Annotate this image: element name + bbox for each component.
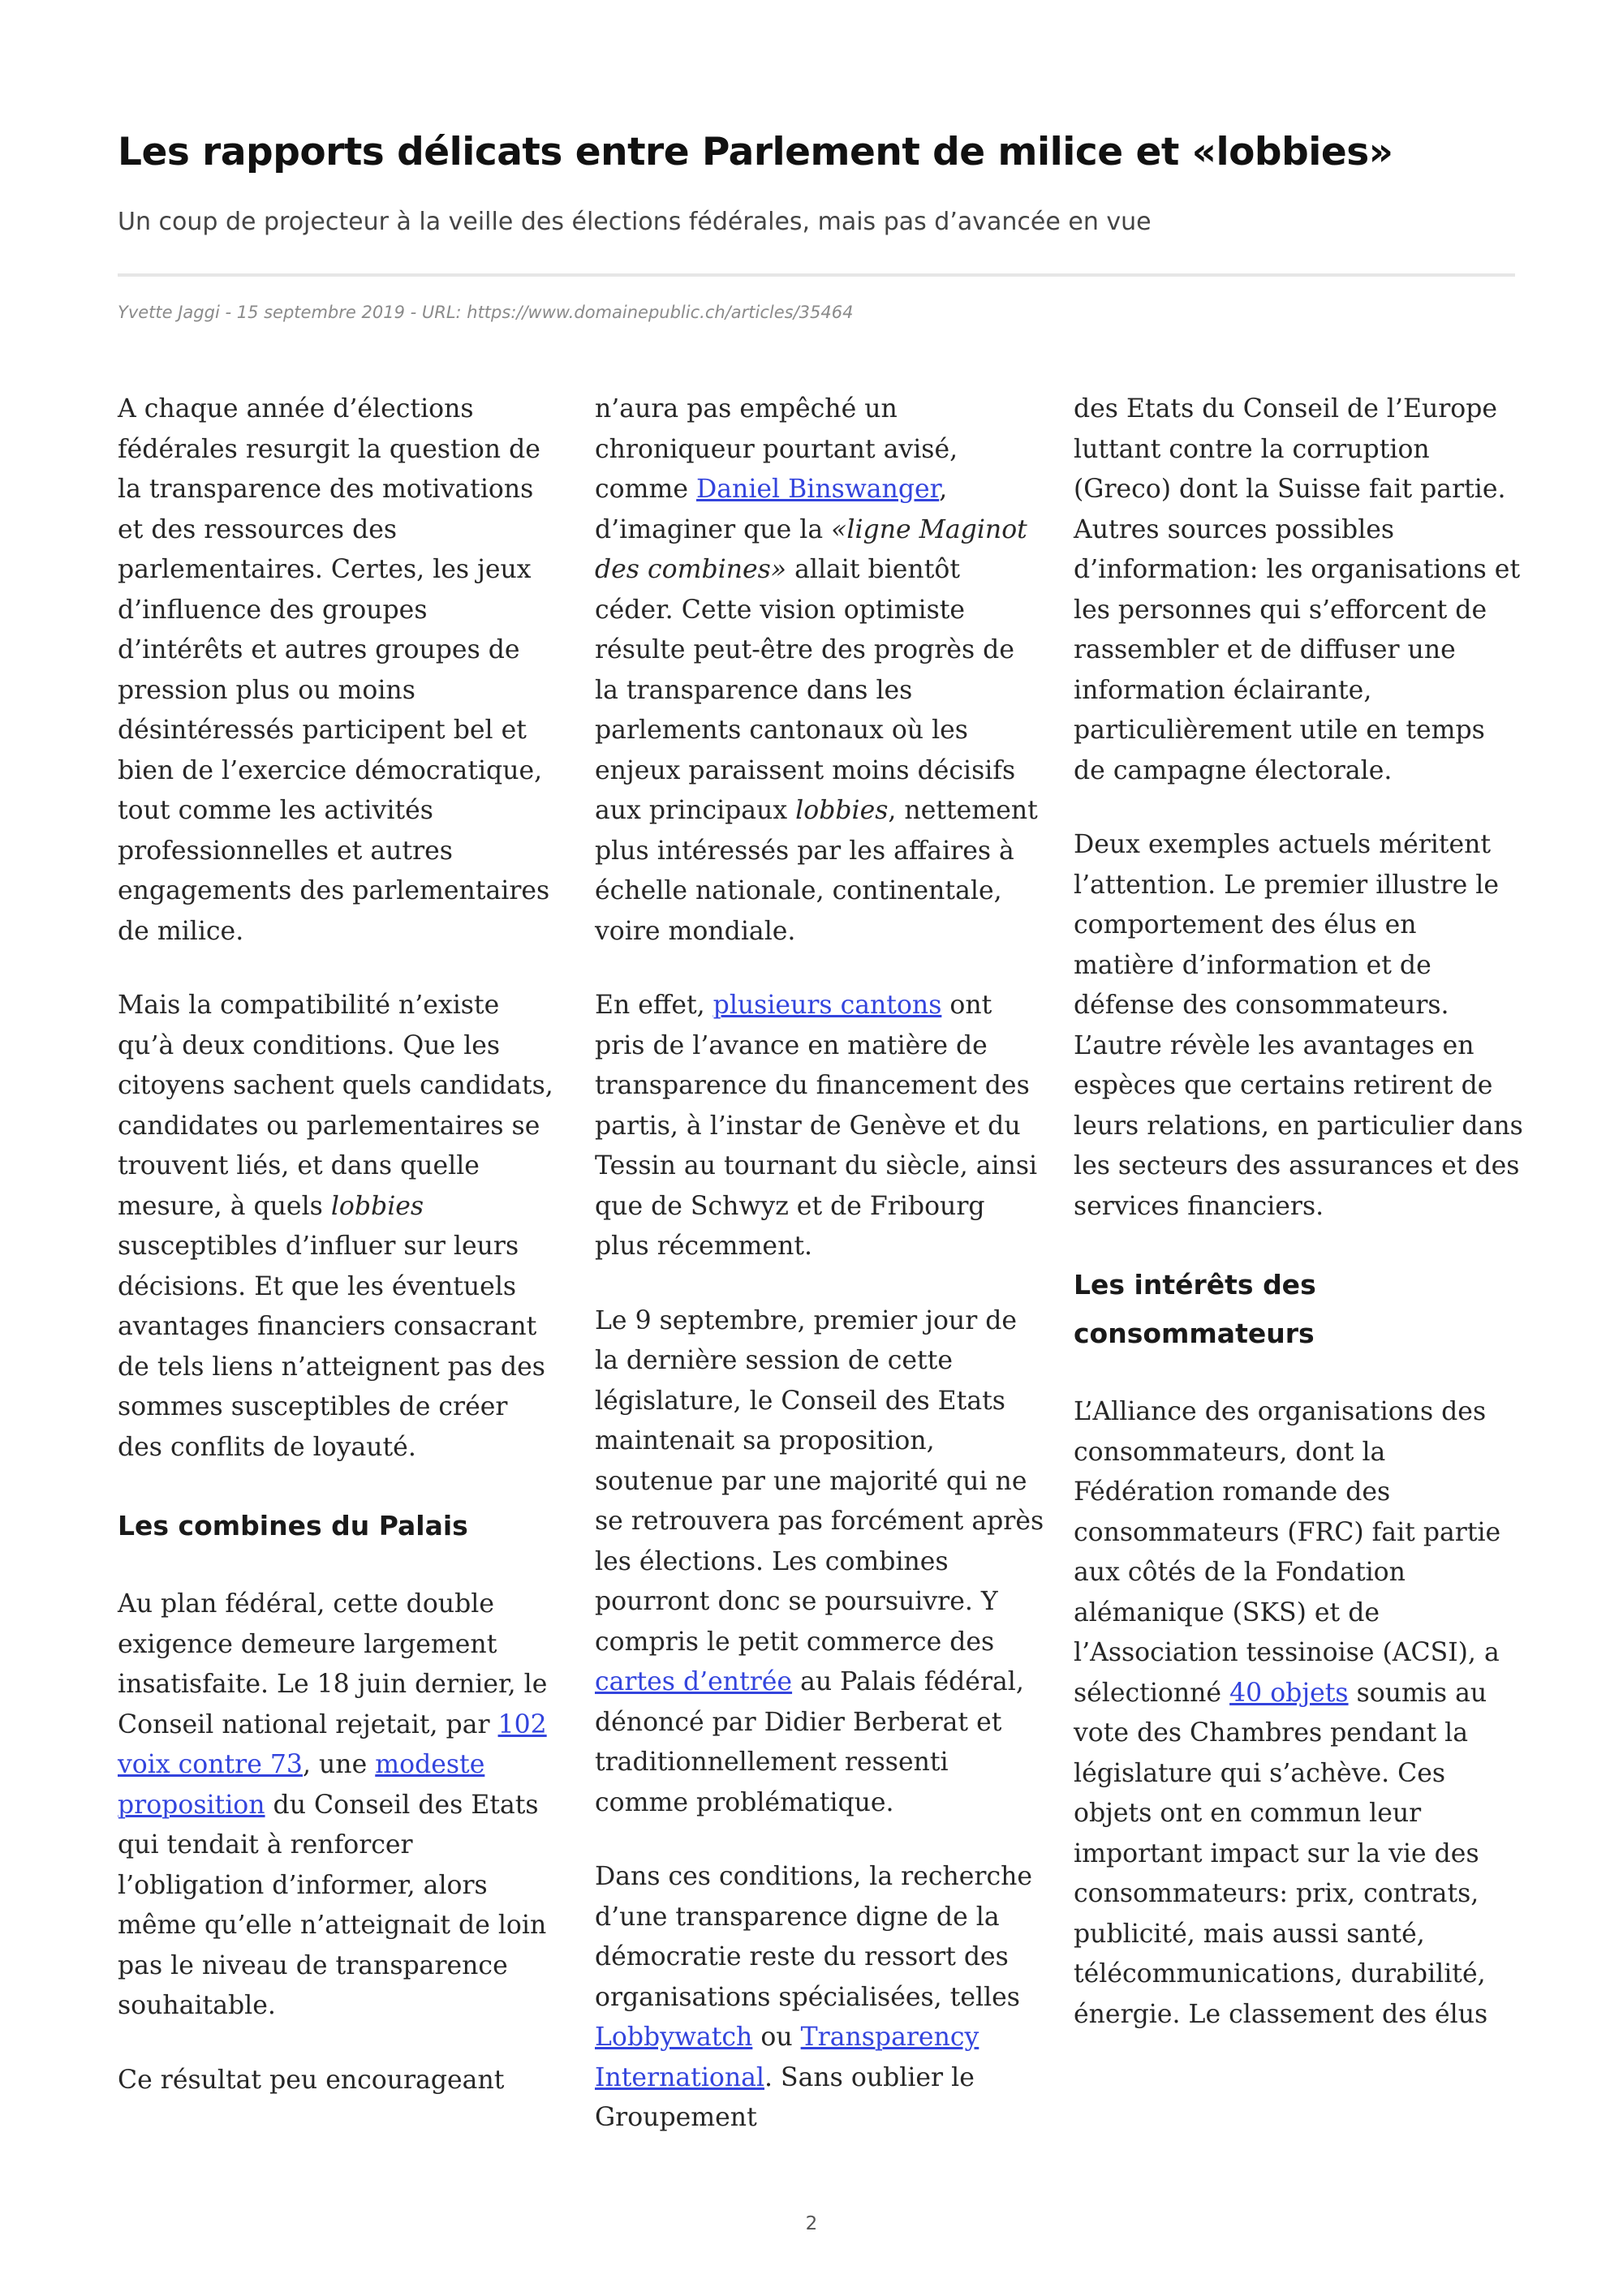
link-modeste-proposition[interactable]: modeste proposition — [118, 1750, 485, 1820]
paragraph — [595, 389, 1045, 952]
column-1 — [118, 389, 556, 2135]
byline: Yvette Jaggi - 15 septembre 2019 - URL: https://www.domainepublic.ch/articles/35464 — [118, 303, 854, 322]
text-run: allait bientôt céder. Cette vision optimiste résulte peut-être des progrès de la transparence dans les parlements cantonaux où les enjeux paraissent moins décisifs aux principaux — [595, 555, 1016, 825]
text-run: ou — [752, 2023, 801, 2052]
text-run: Au plan fédéral, cette double exigence demeure largement insatisfaite. Le 18 juin dernier, le Conseil national rejetait, par — [118, 1589, 548, 1739]
section-heading: Les combines du Palais — [118, 1510, 468, 1541]
link-plusieurs-cantons[interactable]: plusieurs cantons — [712, 991, 942, 1020]
text-run: Dans ces conditions, la recherche d’une transparence digne de la démocratie reste du ressort des organisations spécialisées, telles — [595, 1862, 1033, 2012]
text-run: , nettement plus intéressés par les affaires à échelle nationale, continentale, voire mondiale. — [595, 796, 1038, 946]
paragraph — [595, 1857, 1045, 2139]
paragraph — [118, 986, 556, 1468]
paragraph — [595, 1301, 1045, 1824]
paragraph: des Etats du Conseil de l’Europe luttant contre la corruption (Greco) dont la Suisse fait partie. Autres sources possibles d’information: les organisations et les personnes qui s’efforcent de rassembler et de diffuser une information éclairante, particulièrement utile en temps de campagne électorale. — [1074, 394, 1521, 785]
header-divider — [118, 273, 1515, 277]
page-title: Les rapports délicats entre Parlement de milice et «lobbies» — [118, 130, 1393, 174]
section-heading: Les intérêts des consommateurs — [1074, 1269, 1316, 1349]
link-102-voix[interactable]: 102 voix contre 73 — [118, 1709, 547, 1779]
paragraph — [118, 1584, 556, 2027]
text-run: du Conseil des Etats qui tendait à renforcer l’obligation d’informer, alors même qu’elle n’atteignait de loin pas le niveau de transparence souhaitable. — [118, 1790, 547, 2020]
text-run: En effet, — [595, 991, 713, 1020]
page-subtitle: Un coup de projecteur à la veille des élections fédérales, mais pas d’avancée en vue — [118, 208, 1152, 236]
page-number: 2 — [805, 2213, 818, 2234]
paragraph: Deux exemples actuels méritent l’attention. Le premier illustre le comportement des élus en matière d’information et de défense des consommateurs. L’autre révèle les avantages en espèces que certains retirent de leurs relations, en particulier dans les secteurs des assurances et des services financiers. — [1074, 830, 1523, 1221]
link-40-objets[interactable]: 40 objets — [1229, 1678, 1349, 1708]
paragraph — [1074, 1392, 1524, 2035]
link-lobbywatch[interactable]: Lobbywatch — [595, 2023, 753, 2052]
text-run: ont pris de l’avance en matière de transparence du financement des partis, à l’instar de Genève et du Tessin au tournant du siècle, ainsi que de Schwyz et de Fribourg plus récemment. — [595, 991, 1038, 1261]
text-run: , d’imaginer que la — [595, 475, 948, 544]
link-transparency-international[interactable]: Transparency International — [595, 2023, 979, 2092]
paragraph: Ce résultat peu encourageant — [118, 2065, 505, 2095]
column-3 — [1074, 389, 1524, 2069]
paragraph — [595, 986, 1045, 1267]
text-run: susceptibles d’influer sur leurs décisions. Et que les éventuels avantages financiers consacrant de tels liens n’atteignent pas des sommes susceptibles de créer des conflits de loyauté. — [118, 1232, 545, 1462]
text-run: n’aura pas empêché un chroniqueur pourtant avisé, comme — [595, 394, 958, 504]
text-run: L’Alliance des organisations des consommateurs, dont la Fédération romande des consommateurs (FRC) fait partie aux côtés de la Fondation alémanique (SKS) et de l’Association tessinoise (ACSI), a sélectionné — [1074, 1397, 1501, 1708]
link-daniel-binswanger[interactable]: Daniel Binswanger — [696, 475, 940, 504]
text-run: au Palais fédéral, dénoncé par Didier Berberat et traditionnellement ressenti comme problématique. — [595, 1667, 1024, 1817]
paragraph: A chaque année d’élections fédérales resurgit la question de la transparence des motivations et des ressources des parlementaires. Certes, les jeux d’influence des groupes d’intérêts et autres groupes de pression plus ou moins désintéressés participent bel et bien de l’exercice démocratique, tout comme les activités professionnelles et autres engagements des parlementaires de milice. — [118, 394, 550, 946]
link-cartes-entree[interactable]: cartes d’entrée — [595, 1667, 793, 1696]
emphasis: «ligne Maginot des combines» — [595, 514, 1027, 584]
emphasis: lobbies — [795, 796, 889, 825]
text-run: soumis au vote des Chambres pendant la législature qui s’achève. Ces objets ont en commun leur important impact sur la vie des consommateurs: prix, contrats, publicité, mais aussi santé, télécommunications, durabilité, énergie. Le classement des élus — [1074, 1678, 1488, 2029]
emphasis: lobbies — [330, 1191, 424, 1221]
text-run: Le 9 septembre, premier jour de la dernière session de cette législature, le Conseil des Etats maintenait sa proposition, soutenue par une majorité qui ne se retrouvera pas forcément après les élections. Les combines pourront donc se poursuivre. Y compris le petit commerce des — [595, 1305, 1044, 1657]
column-2 — [595, 389, 1045, 2173]
text-run: , une — [302, 1750, 376, 1779]
text-run: . Sans oublier le Groupement — [595, 2062, 975, 2132]
text-run: Mais la compatibilité n’existe qu’à deux conditions. Que les citoyens sachent quels candidats, candidates ou parlementaires se trouvent liés, et dans quelle mesure, à quels — [118, 991, 553, 1221]
